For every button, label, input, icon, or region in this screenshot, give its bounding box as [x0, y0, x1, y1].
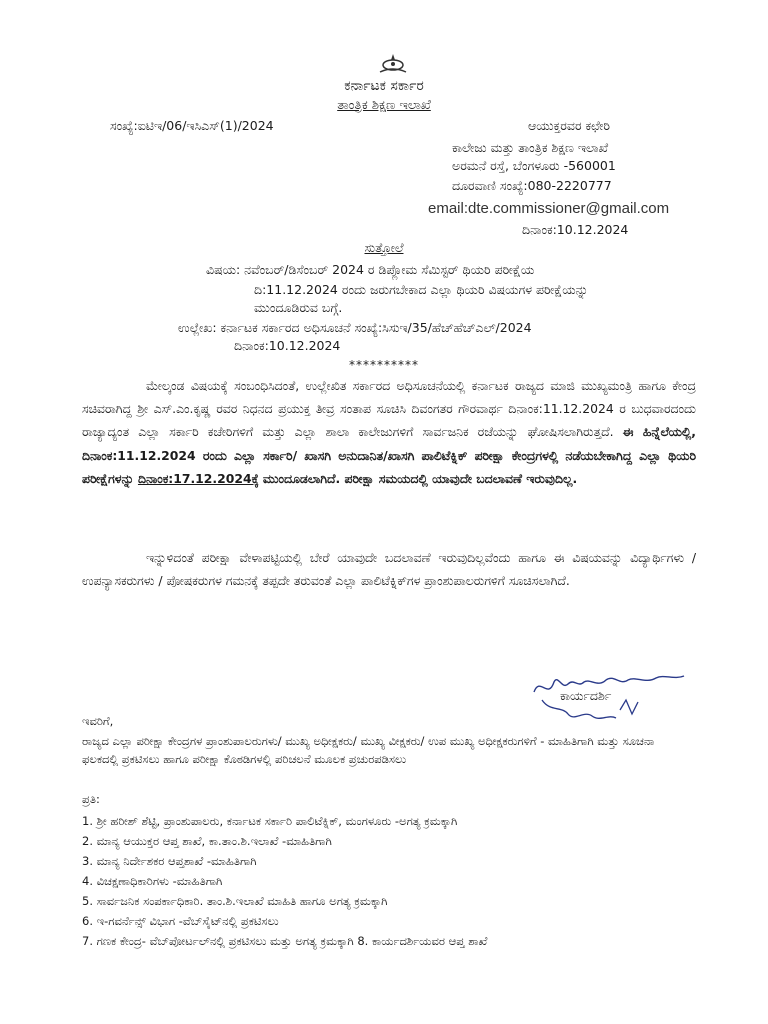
letter-date: ದಿನಾಂಕ:10.12.2024	[522, 222, 629, 237]
copy-item: 7. ಗಣಕ ಕೇಂದ್ರ- ವೆಬ್‌ಪೋರ್ಟಲ್‌ನಲ್ಲಿ ಪ್ರಕಟಿಸಲು ಮತ್ತು ಅಗತ್ಯ ಕ್ರಮಕ್ಕಾಗಿ 8. ಕಾರ್ಯದರ್ಶಿಯವರ ಆಪ್ತ ಶಾಖೆ	[82, 934, 488, 948]
recipients-text: ರಾಜ್ಯದ ಎಲ್ಲಾ ಪರೀಕ್ಷಾ ಕೇಂದ್ರಗಳ ಪ್ರಾಂಶುಪಾಲರುಗಳು/ ಮುಖ್ಯ ಅಧೀಕ್ಷಕರು/ ಮುಖ್ಯ ವೀಕ್ಷಕರು/ ಉಪ ಮುಖ್ಯ ಅಧೀಕ್ಷಕರುಗಳಿಗೆ - ಮಾಹಿತಿಗಾಗಿ ಮತ್ತು ಸೂಚನಾ ಫಲಕದಲ್ಲಿ ಪ್ರಕಟಿಸಲು ಹಾಗೂ ಪರೀಕ್ಷಾ ಕೊಠಡಿಗಳಲ್ಲಿ ಪರಿಚಲನೆ ಮೂಲಕ ಪ್ರಚುರಪಡಿಸಲು	[82, 734, 655, 766]
address-line-1: ಕಾಲೇಜು ಮತ್ತು ತಾಂತ್ರಿಕ ಶಿಕ್ಷಣ ಇಲಾಖೆ	[452, 140, 609, 155]
copy-item: 4. ವಿಚಕ್ಷಣಾಧಿಕಾರಿಗಳು -ಮಾಹಿತಿಗಾಗಿ	[82, 874, 223, 888]
copy-item: 3. ಮಾನ್ಯ ನಿರ್ದೇಶಕರ ಆಪ್ತಶಾಖೆ -ಮಾಹಿತಿಗಾಗಿ	[82, 854, 257, 868]
body-paragraph-1-text: ಮೇಲ್ಕಂಡ ವಿಷಯಕ್ಕೆ ಸಂಬಂಧಿಸಿದಂತೆ, ಉಲ್ಲೇಖಿತ ಸರ್ಕಾರದ ಅಧಿಸೂಚನೆಯಲ್ಲಿ ಕರ್ನಾಟಕ ರಾಜ್ಯದ ಮಾಜಿ ಮುಖ್ಯಮಂತ್ರಿ ಹಾಗೂ ಕೇಂದ್ರ ಸಚಿವರಾಗಿದ್ದ ಶ್ರೀ ಎಸ್.ಎಂ.ಕೃಷ್ಣ ರವರ ನಿಧನದ ಪ್ರಯುಕ್ತ ತೀವ್ರ ಸಂತಾಪ ಸೂಚಿಸಿ ದಿವಂಗತರ ಗೌರವಾರ್ಥ ದಿನಾಂಕ:11.12.2024 ರ ಬುಧವಾರದಂದು ರಾಜ್ಯಾದ್ಯಂತ ಎಲ್ಲಾ ಸರ್ಕಾರಿ ಕಚೇರಿಗಳಿಗೆ ಮತ್ತು ಎಲ್ಲಾ ಶಾಲಾ ಕಾಲೇಜುಗಳಿಗೆ ಸಾರ್ವಜನಿಕ ರಜೆಯನ್ನು ಘೋಷಿಸಲಾಗಿರುತ್ತದೆ.	[82, 378, 696, 440]
body-paragraph-2: ಇನ್ನುಳಿದಂತೆ ಪರೀಕ್ಷಾ ವೇಳಾಪಟ್ಟಿಯಲ್ಲಿ ಬೇರೆ ಯಾವುದೇ ಬದಲಾವಣೆ ಇರುವುದಿಲ್ಲವೆಂದು ಹಾಗೂ ಈ ವಿಷಯವನ್ನು ವಿದ್ಯಾರ್ಥಿಗಳು / ಉಪನ್ಯಾಸಕರುಗಳು / ಪೋಷಕರುಗಳ ಗಮನಕ್ಕೆ ತಪ್ಪದೇ ತರುವಂತೆ ಎಲ್ಲಾ ಪಾಲಿಟೆಕ್ನಿಕ್‌ಗಳ ಪ್ರಾಂಶುಪಾಲರುಗಳಿಗೆ ಸೂಚಿಸಲಾಗಿದೆ.	[82, 550, 696, 589]
copy-label: ಪ್ರತಿ:	[82, 792, 100, 806]
reference-number: ಸಂಖ್ಯೆ:ಐಟಿಇ/06/ಇಸಿಎಸ್(1)/2024	[110, 118, 274, 133]
subject-line-1: ವಿಷಯ: ನವೆಂಬರ್/ಡಿಸೆಂಬರ್ 2024 ರ ಡಿಪ್ಲೋಮ ಸೆಮಿಸ್ಟರ್ ಥಿಯರಿ ಪರೀಕ್ಷೆಯ	[206, 262, 535, 277]
address-line-2: ಅರಮನೆ ರಸ್ತೆ, ಬೆಂಗಳೂರು -560001	[452, 158, 616, 173]
postponed-date: ದಿನಾಂಕ:17.12.2024ಕ್ಕೆ	[137, 470, 259, 486]
signatory-designation: ಕಾರ್ಯದರ್ಶಿ	[560, 688, 612, 703]
body-paragraph-1-bold-end: ಮುಂದೂಡಲಾಗಿದೆ. ಪರೀಕ್ಷಾ ಸಮಯದಲ್ಲಿ ಯಾವುದೇ ಬದಲಾವಣೆ ಇರುವುದಿಲ್ಲ.	[262, 470, 578, 486]
body-paragraph-1	[82, 374, 696, 490]
reference-line-2: ದಿನಾಂಕ:10.12.2024	[234, 338, 341, 353]
reference-line-1: ಉಲ್ಲೇಖ: ಕರ್ನಾಟಕ ಸರ್ಕಾರದ ಅಧಿಸೂಚನೆ ಸಂಖ್ಯೆ:ಸಿಸುಇ/35/ಹೆಚ್‌ಹೆಚ್ಎಲ್/2024	[178, 320, 532, 335]
department-name: ತಾಂತ್ರಿಕ ಶಿಕ್ಷಣ ಇಲಾಖೆ	[337, 98, 431, 113]
office-name: ಆಯುಕ್ತರವರ ಕಛೇರಿ	[528, 118, 611, 133]
copy-item: 1. ಶ್ರೀ ಹರೀಶ್ ಶೆಟ್ಟಿ, ಪ್ರಾಂಶುಪಾಲರು, ಕರ್ನಾಟಕ ಸರ್ಕಾರಿ ಪಾಲಿಟೆಕ್ನಿಕ್, ಮಂಗಳೂರು -ಅಗತ್ಯ ಕ್ರಮಕ್ಕಾಗಿ	[82, 814, 458, 828]
copy-item: 5. ಸಾರ್ವಜನಿಕ ಸಂಪರ್ಕಾಧಿಕಾರಿ. ತಾಂ.ಶಿ.ಇಲಾಖೆ ಮಾಹಿತಿ ಹಾಗೂ ಅಗತ್ಯ ಕ್ರಮಕ್ಕಾಗಿ	[82, 894, 388, 908]
government-name: ಕರ್ನಾಟಕ ಸರ್ಕಾರ	[344, 78, 424, 94]
state-emblem-icon	[372, 52, 414, 76]
body-paragraph-1-bold: ಈ ಹಿನ್ನೆಲೆಯಲ್ಲಿ, ದಿನಾಂಕ:11.12.2024 ರಂದು ಎಲ್ಲಾ ಸರ್ಕಾರಿ/ ಖಾಸಗಿ ಅನುದಾನಿತ/ಖಾಸಗಿ ಪಾಲಿಟೆಕ್ನಿಕ್ ಪರೀಕ್ಷಾ ಕೇಂದ್ರಗಳಲ್ಲಿ ನಡೆಯಬೇಕಾಗಿದ್ದ ಎಲ್ಲಾ ಥಿಯರಿ ಪರೀಕ್ಷೆಗಳನ್ನು	[82, 424, 696, 486]
circular-title: ಸುತ್ತೋಲೆ	[364, 240, 404, 255]
copy-item: 2. ಮಾನ್ಯ ಆಯುಕ್ತರ ಆಪ್ತ ಶಾಖೆ, ಕಾ.ತಾಂ.ಶಿ.ಇಲಾಖೆ -ಮಾಹಿತಿಗಾಗಿ	[82, 834, 332, 848]
email-address: email:dte.commissioner@gmail.com	[428, 200, 670, 217]
copy-item: 6. ಇ-ಗವರ್ನೆನ್ಸ್ ವಿಭಾಗ -ವೆಬ್‌ಸೈಟ್‌ನಲ್ಲಿ ಪ್ರಕಟಿಸಲು	[82, 914, 279, 928]
subject-line-2: ದಿ:11.12.2024 ರಂದು ಜರುಗಬೇಕಾದ ಎಲ್ಲಾ ಥಿಯರಿ ವಿಷಯಗಳ ಪರೀಕ್ಷೆಯನ್ನು	[254, 282, 589, 297]
recipients-label: ಇವರಿಗೆ,	[82, 714, 114, 728]
subject-line-3: ಮುಂದೂಡಿರುವ ಬಗ್ಗೆ.	[254, 300, 343, 315]
separator-stars: **********	[349, 358, 419, 372]
phone-line: ದೂರವಾಣಿ ಸಂಖ್ಯೆ:080-2220777	[452, 178, 612, 193]
